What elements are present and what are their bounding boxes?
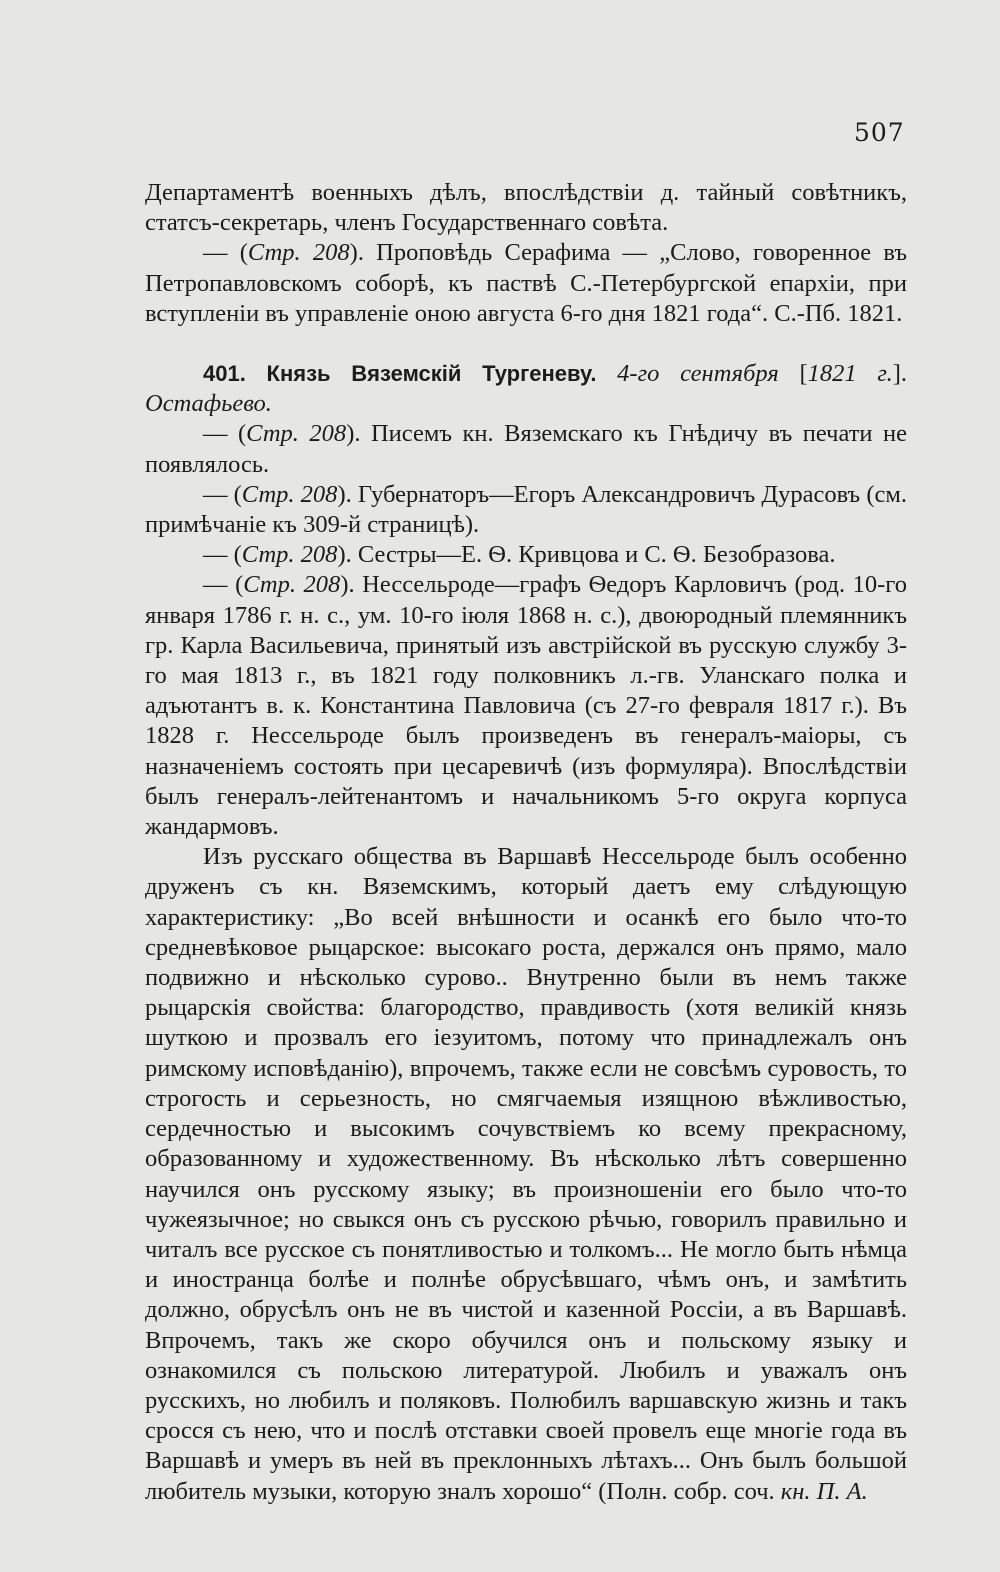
letter-place: Остафьево. <box>145 390 272 418</box>
letter-bracket-close: ]. <box>892 360 907 388</box>
note-dash: — ( <box>203 239 248 267</box>
note-gnedich <box>145 419 907 479</box>
paragraph-characteristic <box>145 842 907 1506</box>
paragraph-italic-ref: кн. П. А. <box>780 1477 868 1505</box>
letter-bracket-open: [ <box>778 360 808 388</box>
note-dash: — ( <box>203 420 247 448</box>
note-ref: Стр. 208 <box>243 571 341 599</box>
note-dash: — ( <box>203 541 242 569</box>
note-sisters <box>145 540 907 570</box>
note-text: ). Писемъ кн. Вяземскаго къ Гнѣдичу въ печати не появлялось. <box>145 420 907 478</box>
note-text: ). Нессельроде—графъ Ѳедоръ Карловичъ (род. 10-го января 1786 г. н. с., ум. 10-го іюля 1868 н. с.), двоюродный племянникъ гр. Карла Васильевича, принятый изъ австрійской въ русскую службу 3-го мая 1813 г., въ 1821 году полковникъ л.-гв. Уланскаго полка и адъютантъ в. к. Константина Павловича (съ 27-го февраля 1817 г.). Въ 1828 г. Нессельроде былъ произведенъ въ генералъ-маіоры, съ назначеніемъ состоять при цесаревичѣ (изъ формуляра). Впослѣдствіи былъ генералъ-лейтенантомъ и начальникомъ 5-го округа корпуса жандармовъ. <box>145 571 907 841</box>
note-dash: — ( <box>203 571 244 599</box>
note-dash: — ( <box>203 480 242 508</box>
note-text: ). Сестры—Е. Ѳ. Кривцова и С. Ѳ. Безобразова. <box>337 541 836 569</box>
paragraph-1: Департаментѣ военныхъ дѣлъ, впослѣдствіи д. тайный совѣтникъ, статсъ-секретарь, членъ Государственнаго совѣта. <box>145 179 907 237</box>
note-nesselrode <box>145 570 907 842</box>
page-number: 507 <box>854 118 905 147</box>
page-body <box>145 178 907 1507</box>
paragraph-text: Изъ русскаго общества въ Варшавѣ Нессельроде былъ особенно друженъ съ кн. Вяземскимъ, который даетъ ему слѣдующую характеристику: „Во всей внѣшности и осанкѣ его было что-то средневѣковое рыцарское: высокаго роста, держался онъ прямо, мало подвижно и нѣсколько сурово.. Внутренно были въ немъ также рыцарскія свойства: благородство, правдивость (хотя великій князь шуткою и прозвалъ его іезуитомъ, потому что принадлежалъ онъ римскому исповѣданію), впрочемъ, также если не совсѣмъ суровость, то строгость и серьезность, но смягчаемыя изящною вѣжливостью, сердечностью и высокимъ сочувствіемъ ко всему прекрасному, образованному и художественному. Въ нѣсколько лѣтъ совершенно научился онъ русскому языку; въ произношеніи его было что-то чужеязычное; но свыкся онъ съ русскою рѣчью, говорилъ правильно и читалъ все русское съ понятливостью и толкомъ... Не могло быть нѣмца и иностранца болѣе и полнѣе обрусѣвшаго, чѣмъ онъ, и замѣтить должно, обрусѣлъ онъ не въ чистой и казенной Россіи, а въ Варшавѣ. Впрочемъ, такъ же скоро обучился онъ и польскому языку и ознакомился съ польскою литературой. Любилъ и уважалъ онъ русскихъ, но любилъ и поляковъ. Полюбилъ варшавскую жизнь и такъ сросся съ нею, что и послѣ отставки своей провелъ еще многіе года въ Варшавѣ и умеръ въ ней въ преклонныхъ лѣтахъ... Онъ былъ большой любитель музыки, которую зналъ хорошо“ (Полн. собр. соч. <box>145 843 907 1505</box>
note-text: ). Губернаторъ—Егоръ Александровичъ Дурасовъ (см. примѣчаніе къ 309-й страницѣ). <box>145 480 908 539</box>
note-text: ). Проповѣдь Серафима — „Слово, говоренное въ Петропавловскомъ соборѣ, къ паствѣ С.-Петербургской епархіи, при вступленіи въ управленіе оною августа 6-го дня 1821 года“. С.-Пб. 1821. <box>145 239 907 327</box>
note-serafim <box>145 238 907 329</box>
letter-title: 401. Князь Вяземскій Тургеневу. <box>203 361 597 387</box>
note-durasov <box>145 480 907 540</box>
letter-date: 4-го сентября <box>617 360 779 388</box>
note-ref: Стр. 208 <box>241 480 338 508</box>
letter-year: 1821 г. <box>807 360 893 388</box>
letter-heading <box>145 359 907 419</box>
note-ref: Стр. 208 <box>247 239 350 267</box>
note-ref: Стр. 208 <box>246 420 347 448</box>
note-ref: Стр. 208 <box>241 541 338 569</box>
